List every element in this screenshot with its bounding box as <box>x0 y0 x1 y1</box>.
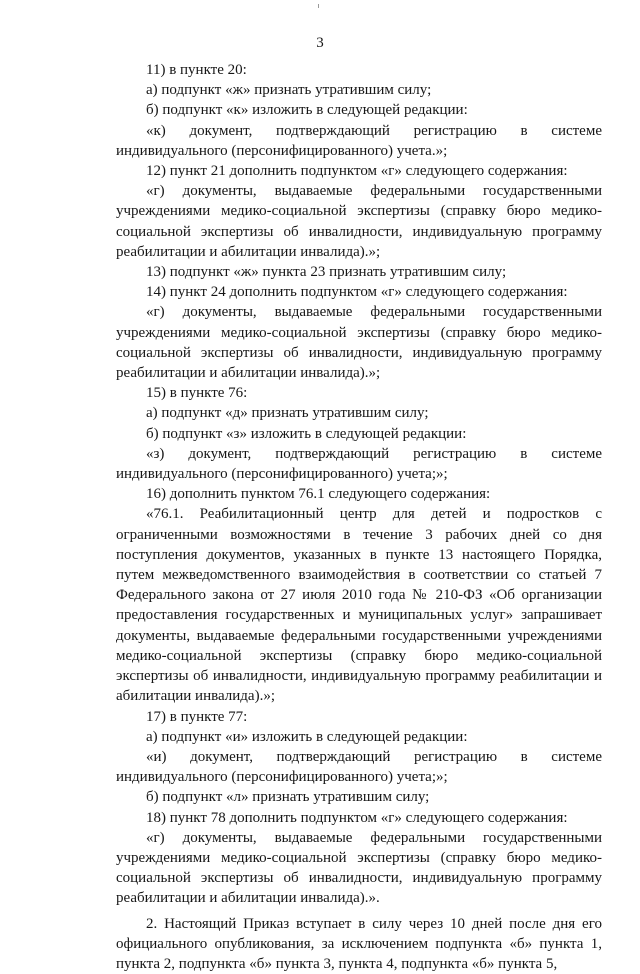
paragraph-item-15: 15) в пункте 76: <box>146 385 248 402</box>
paragraph-subitem-a: а) подпункт «и» изложить в следующей редакции: <box>146 728 468 745</box>
paragraph-quote: «и) документ, подтверждающий регистрацию в системе индивидуального (персонифицированного) учета;»; <box>116 748 602 786</box>
paragraph-point-2: 2. Настоящий Приказ вступает в силу через 10 дней после дня его официального опубликования, за исключением подпункта «б» пункта 1, пункта 2, подпункта «б» пункта 3, пункта 4, подпункта «б» пункта 5, <box>116 915 602 972</box>
paragraph-item-13: 13) подпункт «ж» пункта 23 признать утратившим силу; <box>146 264 507 281</box>
paragraph-quote: «г) документы, выдаваемые федеральными государственными учреждениями медико-социальной экспертизы (справку бюро медико-социальной экспертизы об инвалидности, индивидуальную программу реабилитации и абилитации инвалида).». <box>116 829 602 907</box>
paragraph-subitem-a: а) подпункт «д» признать утратившим силу; <box>146 405 429 422</box>
paragraph-item-16: 16) дополнить пунктом 76.1 следующего содержания: <box>146 486 491 503</box>
document-body <box>116 60 602 974</box>
paragraph-item-18: 18) пункт 78 дополнить подпунктом «г» следующего содержания: <box>146 809 568 826</box>
paragraph-item-12: 12) пункт 21 дополнить подпунктом «г» следующего содержания: <box>146 163 568 180</box>
paragraph-quote: «г) документы, выдаваемые федеральными государственными учреждениями медико-социальной экспертизы (справку бюро медико-социальной экспертизы об инвалидности, индивидуальную программу реабилитации и абилитации инвалида).»; <box>116 183 602 260</box>
paragraph-item-17: 17) в пункте 77: <box>146 708 248 725</box>
paragraph-item-14: 14) пункт 24 дополнить подпунктом «г» следующего содержания: <box>146 284 568 301</box>
paragraph-subitem-b: б) подпункт «з» изложить в следующей редакции: <box>146 425 467 442</box>
page-number: 3 <box>316 35 324 51</box>
paragraph-subitem-b: б) подпункт «л» признать утратившим силу; <box>146 789 430 806</box>
paragraph-item-11: 11) в пункте 20: <box>146 62 247 78</box>
paragraph-subitem-a: а) подпункт «ж» признать утратившим силу; <box>146 82 432 99</box>
scan-mark <box>318 4 319 8</box>
paragraph-subitem-b: б) подпункт «к» изложить в следующей редакции: <box>146 102 468 119</box>
paragraph-quote: «г) документы, выдаваемые федеральными государственными учреждениями медико-социальной экспертизы (справку бюро медико-социальной экспертизы об инвалидности, индивидуальную программу реабилитации и абилитации инвалида).»; <box>116 304 602 382</box>
paragraph-quote: «76.1. Реабилитационный центр для детей и подростков с ограниченными возможностями в течение 3 рабочих дней со дня поступления документов, указанных в пункте 13 настоящего Порядка, путем межведомственного взаимодействия в соответствии со статьей 7 Федерального закона от 27 июля 2010 года № 210-ФЗ «Об организации предоставления государственных и муниципальных услуг» запрашивает документы, выдаваемые федеральными государственными учреждениями медико-социальной экспертизы (справку бюро медико-социальной экспертизы об инвалидности, индивидуальную программу реабилитации и абилитации инвалида).»; <box>116 506 602 705</box>
paragraph-quote: «з) документ, подтверждающий регистрацию в системе индивидуального (персонифицированного) учета;»; <box>116 445 602 483</box>
paragraph-quote: «к) документ, подтверждающий регистрацию в системе индивидуального (персонифицированного) учета.»; <box>116 122 602 159</box>
